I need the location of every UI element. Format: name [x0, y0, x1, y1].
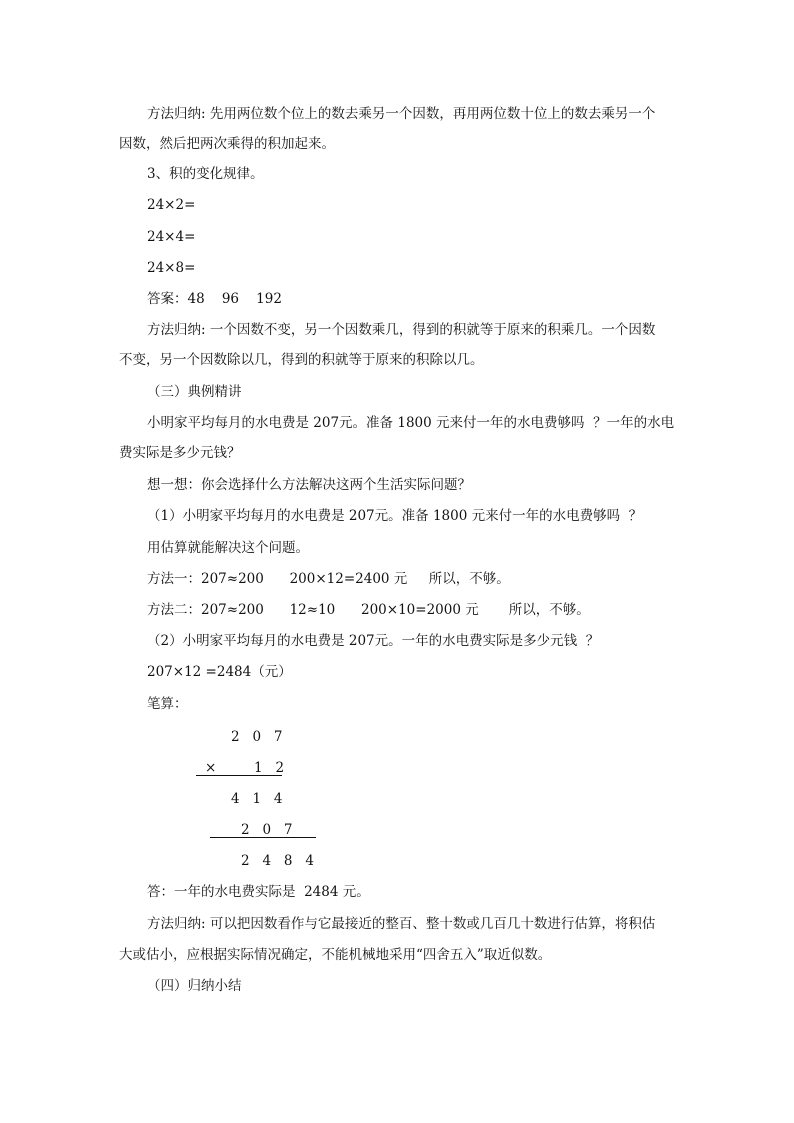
calc-row-partial-1: 4 1 4	[231, 791, 283, 807]
equation-line: 207×12 =2484（元）	[147, 664, 292, 680]
calc-row-product: 2 4 8 4	[241, 853, 314, 869]
text-line: 大或估小，应根据实际情况确定，不能机械地采用“四舍五入”取近似数。	[119, 947, 552, 963]
equation-line: 24×2=	[147, 197, 196, 213]
equation-line: 24×8=	[147, 260, 196, 276]
think-prompt: 想一想：你会选择什么方法解决这两个生活实际问题？	[147, 477, 471, 493]
section-heading: 3、积的变化规律。	[147, 166, 264, 182]
method-one: 方法一：207≈200 200×12=2400 元 所以，不够。	[147, 571, 510, 587]
written-calc-label: 笔算：	[147, 696, 188, 712]
text-line: 方法归纳: 先用两位数个位上的数去乘另一个因数，再用两位数十位上的数去乘另一个	[147, 106, 656, 122]
section-heading: （四）归纳小结	[147, 978, 242, 994]
text-line: 因数，然后把两次乘得的积加起来。	[119, 136, 335, 152]
sub-question-1: （1）小明家平均每月的水电费是 207元。准备 1800 元来付一年的水电费够吗 ？	[147, 508, 643, 524]
answer-line: 答案：48 96 192	[147, 291, 282, 307]
text-line: 小明家平均每月的水电费是 207元。准备 1800 元来付一年的水电费够吗 ？一年的水电	[147, 415, 675, 431]
text-line: 方法归纳: 一个因数不变，另一个因数乘几，得到的积就等于原来的积乘几。一个因数	[147, 322, 656, 338]
calc-row-multiplicand: 2 0 7	[231, 729, 283, 745]
calc-rule-2	[210, 837, 316, 838]
sub-question-2: （2）小明家平均每月的水电费是 207元。一年的水电费实际是多少元钱 ？	[147, 633, 600, 649]
text-line: 费实际是多少元钱？	[119, 445, 241, 461]
method-two: 方法二：207≈200 12≈10 200×10=2000 元 所以，不够。	[147, 602, 590, 618]
equation-line: 24×4=	[147, 229, 196, 245]
text-line: 用估算就能解决这个问题。	[147, 540, 309, 556]
calc-times-sign: ×	[205, 760, 217, 776]
text-line: 不变，另一个因数除以几，得到的积就等于原来的积除以几。	[119, 352, 484, 368]
answer-line: 答：一年的水电费实际是 2484 元。	[147, 884, 370, 900]
calc-row-multiplier: 1 2	[254, 760, 285, 776]
calc-row-partial-2: 2 0 7	[241, 822, 293, 838]
calc-rule-1	[196, 775, 282, 776]
text-line: 方法归纳: 可以把因数看作与它最接近的整百、整十数或几百几十数进行估算，将积估	[147, 916, 656, 932]
section-heading: （三）典例精讲	[147, 384, 242, 400]
